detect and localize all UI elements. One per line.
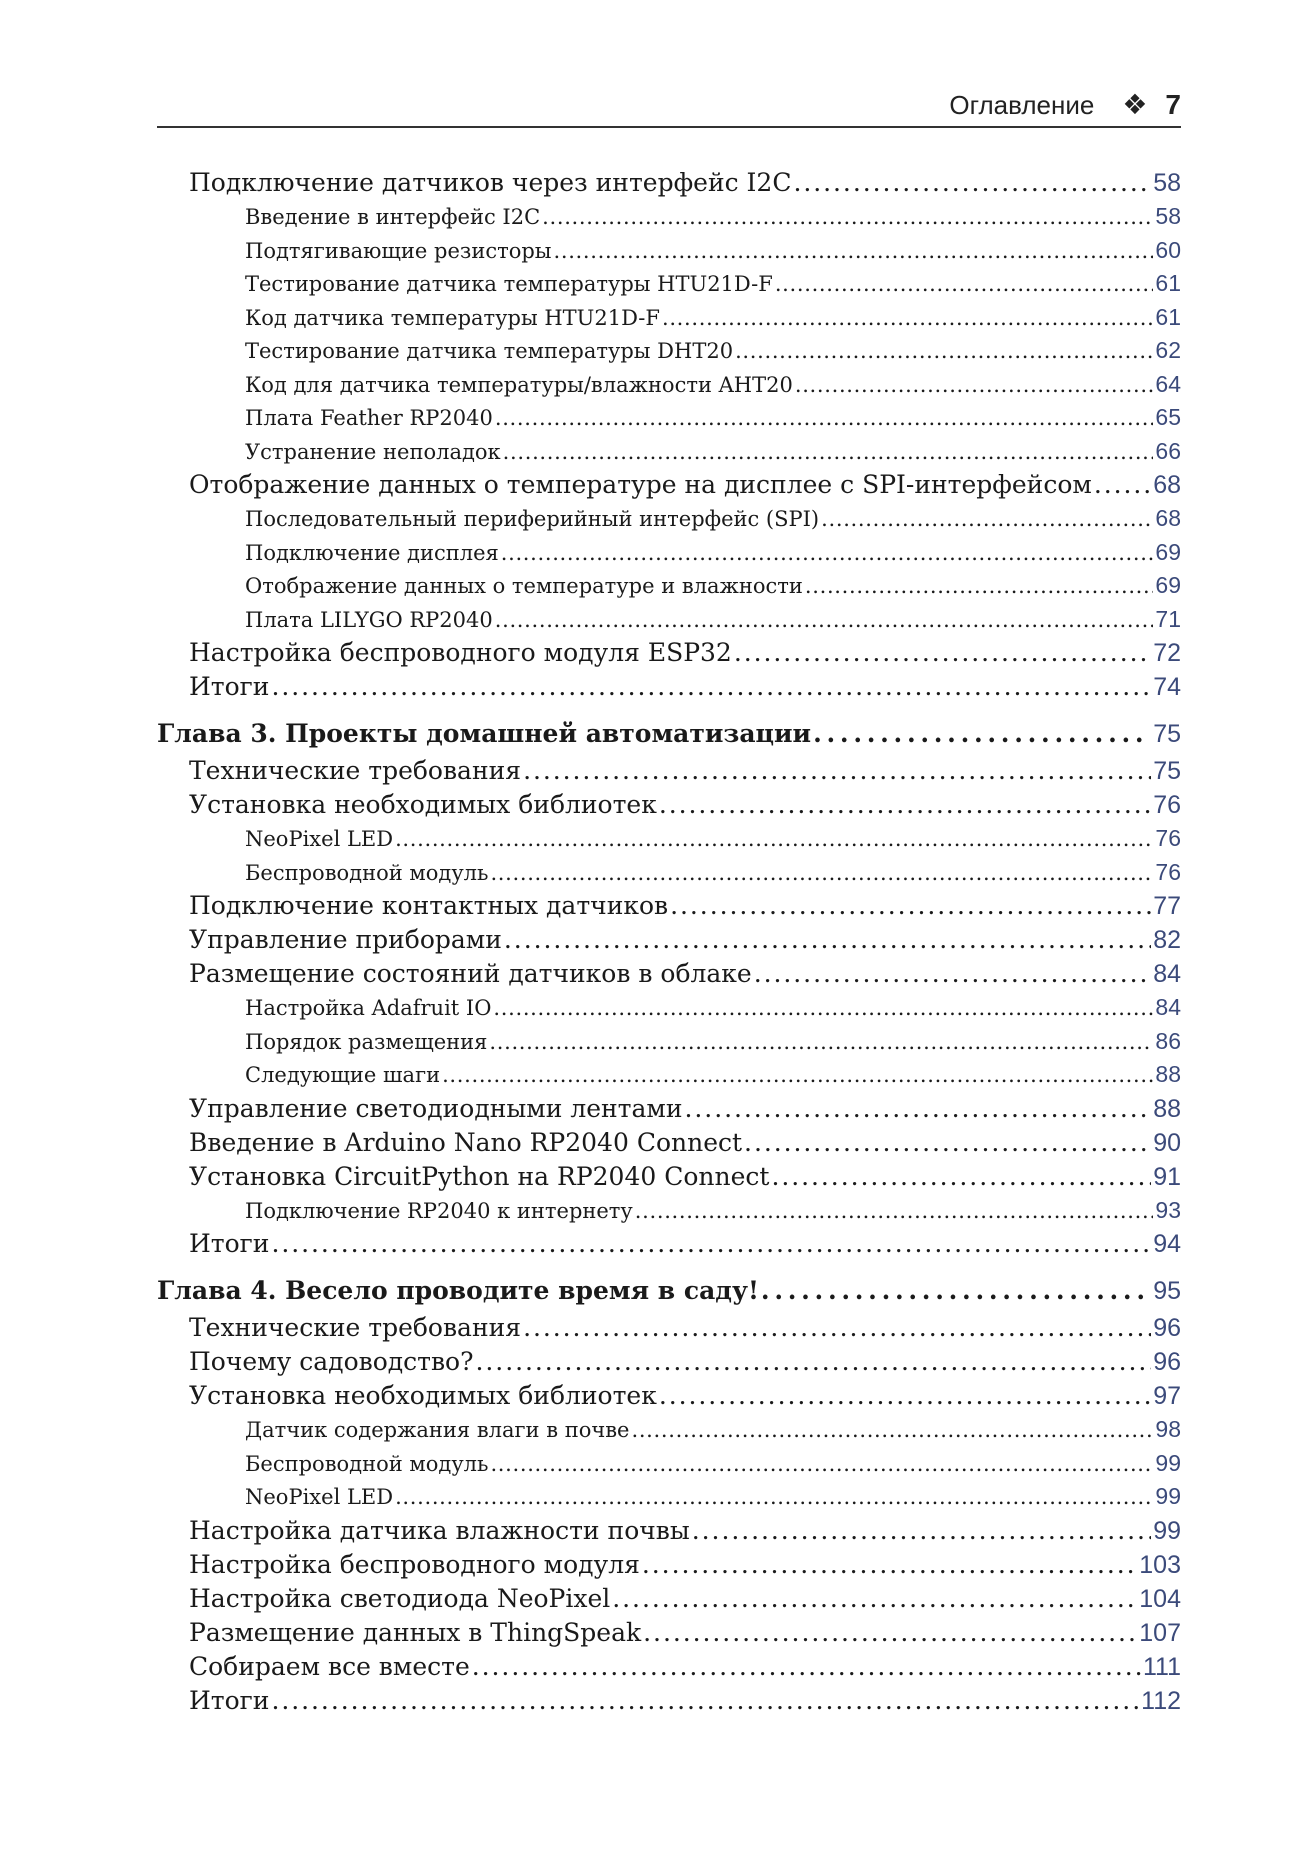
dot-leader [395, 823, 1153, 856]
toc-entry-page: 95 [1153, 1277, 1181, 1305]
toc-entry[interactable] [157, 991, 1181, 1025]
toc-entry-page: 82 [1153, 926, 1181, 954]
header-rule [157, 126, 1181, 128]
toc-entry-page: 69 [1155, 538, 1181, 565]
toc-entry-title: Введение в Arduino Nano RP2040 Connect [189, 1127, 743, 1157]
toc-entry[interactable] [157, 435, 1181, 469]
toc-entry[interactable] [157, 923, 1181, 957]
dot-leader [1094, 468, 1151, 502]
toc-entry-title: Отображение данных о температуре и влажности [245, 574, 803, 598]
dot-leader [793, 166, 1151, 200]
toc-entry-title: Тестирование датчика температуры HTU21D-F [245, 272, 773, 296]
dot-leader [493, 992, 1153, 1025]
dot-leader [643, 1616, 1137, 1650]
toc-entry-title: Управление светодиодными лентами [189, 1093, 683, 1123]
toc-entry-title: Код для датчика температуры/влажности AHT20 [245, 372, 793, 397]
toc-entry-page: 99 [1153, 1516, 1181, 1545]
toc-entry[interactable] [157, 1413, 1181, 1447]
toc-entry-page: 66 [1155, 437, 1181, 464]
dot-leader [489, 1026, 1153, 1059]
toc-entry-title: Почему садоводство? [189, 1347, 474, 1376]
toc-entry[interactable] [157, 1311, 1181, 1345]
toc-entry[interactable] [157, 1650, 1181, 1684]
dot-leader [692, 1514, 1151, 1548]
toc-entry-title: Размещение состояний датчиков в облаке [189, 959, 752, 988]
toc-entry-title: Управление приборами [189, 925, 502, 954]
dot-leader [659, 1379, 1151, 1413]
toc-entry[interactable] [157, 166, 1181, 200]
toc-entry-page: 72 [1153, 639, 1181, 667]
toc-entry-title: NeoPixel LED [245, 1485, 394, 1509]
toc-entry[interactable] [157, 401, 1181, 435]
toc-entry-page: 98 [1155, 1416, 1181, 1442]
toc-entry[interactable] [157, 334, 1181, 368]
toc-entry[interactable] [157, 1092, 1181, 1126]
toc-entry-page: 86 [1155, 1027, 1181, 1054]
table-of-contents [157, 166, 1181, 1718]
toc-entry[interactable] [157, 1582, 1181, 1616]
toc-entry-title: Глава 3. Проекты домашней автоматизации [157, 719, 812, 748]
dot-leader [735, 335, 1153, 368]
toc-entry-page: 61 [1155, 270, 1181, 296]
toc-entry-page: 97 [1153, 1382, 1181, 1410]
toc-entry[interactable] [157, 368, 1181, 402]
toc-entry-title: Настройка светодиода NeoPixel [189, 1583, 611, 1613]
toc-entry-page: 111 [1142, 1652, 1181, 1681]
toc-entry[interactable] [157, 1194, 1181, 1228]
toc-entry[interactable] [157, 1345, 1181, 1379]
dot-leader [635, 1195, 1154, 1228]
toc-entry-page: 88 [1155, 1061, 1181, 1087]
toc-entry-page: 88 [1153, 1094, 1181, 1123]
toc-entry[interactable] [157, 1160, 1181, 1194]
toc-entry[interactable] [157, 822, 1181, 856]
toc-entry[interactable] [157, 502, 1181, 536]
toc-entry[interactable] [157, 636, 1181, 670]
toc-entry[interactable] [157, 856, 1181, 890]
dot-leader [734, 636, 1151, 670]
dot-leader [504, 923, 1151, 957]
toc-entry-title: Итоги [189, 1229, 270, 1258]
toc-entry-page: 94 [1153, 1230, 1181, 1258]
toc-entry-page: 107 [1139, 1618, 1181, 1647]
toc-entry[interactable] [157, 468, 1181, 502]
toc-entry[interactable] [157, 1548, 1181, 1582]
toc-chapter-entry[interactable] [157, 1271, 1181, 1311]
toc-entry-title: Размещение данных в ThingSpeak [189, 1617, 642, 1647]
dot-leader [754, 957, 1151, 991]
toc-entry-page: 84 [1155, 994, 1181, 1020]
dot-leader [662, 302, 1153, 335]
toc-entry-title: Подключение датчиков через интерфейс I2C [189, 168, 792, 197]
toc-entry[interactable] [157, 1227, 1181, 1261]
toc-entry-page: 65 [1155, 404, 1181, 430]
dot-leader [472, 1650, 1141, 1684]
dot-leader [805, 570, 1154, 603]
toc-entry-page: 68 [1153, 471, 1181, 499]
toc-entry[interactable] [157, 1025, 1181, 1059]
dot-leader [271, 1684, 1139, 1718]
toc-entry-page: 75 [1153, 757, 1181, 785]
dot-leader [476, 1345, 1152, 1379]
toc-entry-page: 104 [1139, 1584, 1181, 1613]
dot-leader [490, 857, 1153, 890]
toc-entry-title: Технические требования [189, 756, 522, 785]
toc-entry-page: 99 [1155, 1483, 1181, 1509]
toc-entry-title: Собираем все вместе [189, 1651, 470, 1681]
toc-entry-title: Настройка беспроводного модуля [189, 1549, 640, 1579]
toc-entry[interactable] [157, 536, 1181, 570]
toc-entry[interactable] [157, 569, 1181, 603]
toc-entry-title: Подключение контактных датчиков [189, 891, 669, 920]
toc-entry-title: Отображение данных о температуре на дисплее с SPI-интерфейсом [189, 470, 1092, 499]
toc-chapter-entry[interactable] [157, 714, 1181, 754]
dot-leader [821, 503, 1153, 536]
dot-leader [642, 1548, 1137, 1582]
toc-entry-page: 76 [1153, 791, 1181, 819]
toc-entry-title: Подключение дисплея [245, 540, 499, 565]
dot-leader [503, 436, 1154, 469]
toc-entry-page: 99 [1155, 1449, 1181, 1476]
toc-entry-page: 84 [1153, 960, 1181, 988]
dot-leader [442, 1059, 1153, 1092]
toc-entry-page: 112 [1141, 1686, 1181, 1715]
running-head [157, 88, 1181, 128]
toc-entry-title: Тестирование датчика температуры DHT20 [245, 339, 734, 363]
toc-entry-title: Подключение RP2040 к интернету [245, 1198, 633, 1223]
dot-leader [631, 1414, 1153, 1447]
toc-entry[interactable] [157, 200, 1181, 234]
toc-entry-title: NeoPixel LED [245, 827, 394, 851]
dot-leader [685, 1092, 1152, 1126]
toc-entry[interactable] [157, 670, 1181, 704]
dot-leader [542, 201, 1153, 234]
page-number: 7 [1165, 89, 1181, 120]
toc-entry[interactable] [157, 1379, 1181, 1413]
toc-entry-title: Порядок размещения [245, 1029, 488, 1054]
toc-entry[interactable] [157, 1126, 1181, 1160]
toc-entry-page: 76 [1155, 858, 1181, 885]
toc-entry[interactable] [157, 889, 1181, 923]
toc-entry-title: Установка необходимых библиотек [189, 790, 657, 819]
toc-entry-title: Код датчика температуры HTU21D-F [245, 305, 660, 330]
running-head-section: Оглавление [949, 90, 1095, 120]
toc-entry[interactable] [157, 1480, 1181, 1514]
toc-entry-title: Устранение неполадок [245, 439, 501, 464]
toc-entry-page: 96 [1153, 1314, 1181, 1342]
toc-entry[interactable] [157, 1684, 1181, 1718]
toc-entry-page: 58 [1155, 203, 1181, 229]
dot-leader [554, 235, 1154, 268]
toc-entry[interactable] [157, 1514, 1181, 1548]
toc-entry[interactable] [157, 754, 1181, 788]
fleuron-icon: ❖ [1122, 89, 1148, 120]
dot-leader [271, 670, 1151, 704]
toc-entry-page: 71 [1155, 605, 1181, 632]
toc-entry[interactable] [157, 957, 1181, 991]
dot-leader [612, 1582, 1137, 1616]
dot-leader [271, 1227, 1151, 1261]
toc-entry-title: Настройка Adafruit IO [245, 996, 492, 1020]
dot-leader [795, 369, 1154, 402]
toc-entry-page: 77 [1153, 892, 1181, 920]
toc-entry-page: 68 [1155, 505, 1181, 531]
toc-entry-page: 90 [1153, 1128, 1181, 1157]
toc-entry-title: Настройка беспроводного модуля ESP32 [189, 638, 732, 667]
toc-entry-page: 93 [1155, 1196, 1181, 1223]
toc-entry[interactable] [157, 1058, 1181, 1092]
toc-entry-page: 74 [1153, 673, 1181, 701]
toc-entry-page: 61 [1155, 303, 1181, 330]
toc-entry-title: Установка CircuitPython на RP2040 Connect [189, 1161, 770, 1191]
toc-entry[interactable] [157, 788, 1181, 822]
toc-entry-page: 76 [1155, 825, 1181, 851]
toc-entry-title: Итоги [189, 672, 270, 701]
toc-entry-title: Беспроводной модуль [245, 860, 489, 885]
toc-entry-page: 96 [1153, 1348, 1181, 1376]
toc-entry-title: Введение в интерфейс I2C [245, 205, 541, 229]
dot-leader [495, 604, 1154, 637]
toc-entry-page: 62 [1155, 337, 1181, 363]
toc-entry[interactable] [157, 1616, 1181, 1650]
dot-leader [761, 1271, 1145, 1311]
toc-entry[interactable] [157, 267, 1181, 301]
toc-entry-page: 75 [1153, 720, 1181, 748]
toc-entry[interactable] [157, 603, 1181, 637]
toc-entry-page: 91 [1153, 1162, 1181, 1191]
dot-leader [775, 268, 1154, 301]
toc-entry-title: Настройка датчика влажности почвы [189, 1515, 690, 1545]
dot-leader [523, 1311, 1151, 1345]
toc-entry-page: 103 [1139, 1550, 1181, 1579]
toc-entry[interactable] [157, 234, 1181, 268]
dot-leader [523, 754, 1151, 788]
toc-entry-title: Последовательный периферийный интерфейс (SPI) [245, 507, 820, 531]
toc-entry-page: 64 [1155, 370, 1181, 397]
toc-entry-page: 69 [1155, 572, 1181, 598]
toc-entry-title: Технические требования [189, 1313, 522, 1342]
dot-leader [744, 1126, 1151, 1160]
toc-entry-title: Глава 4. Весело проводите время в саду! [157, 1276, 759, 1305]
toc-entry-title: Датчик содержания влаги в почве [245, 1418, 630, 1442]
toc-entry-title: Подтягивающие резисторы [245, 238, 552, 263]
dot-leader [501, 537, 1154, 570]
dot-leader [771, 1160, 1151, 1194]
toc-entry-title: Следующие шаги [245, 1063, 441, 1087]
dot-leader [670, 889, 1151, 923]
toc-entry-title: Плата Feather RP2040 [245, 406, 493, 430]
dot-leader [813, 714, 1145, 754]
toc-entry-title: Беспроводной модуль [245, 1451, 489, 1476]
toc-entry-title: Итоги [189, 1685, 270, 1715]
toc-entry-page: 60 [1155, 236, 1181, 263]
toc-entry-title: Установка необходимых библиотек [189, 1381, 657, 1410]
toc-entry[interactable] [157, 1447, 1181, 1481]
dot-leader [495, 402, 1154, 435]
dot-leader [490, 1448, 1153, 1481]
toc-entry-page: 58 [1153, 169, 1181, 197]
toc-entry[interactable] [157, 301, 1181, 335]
dot-leader [659, 788, 1151, 822]
toc-entry-title: Плата LILYGO RP2040 [245, 607, 493, 632]
dot-leader [395, 1481, 1153, 1514]
